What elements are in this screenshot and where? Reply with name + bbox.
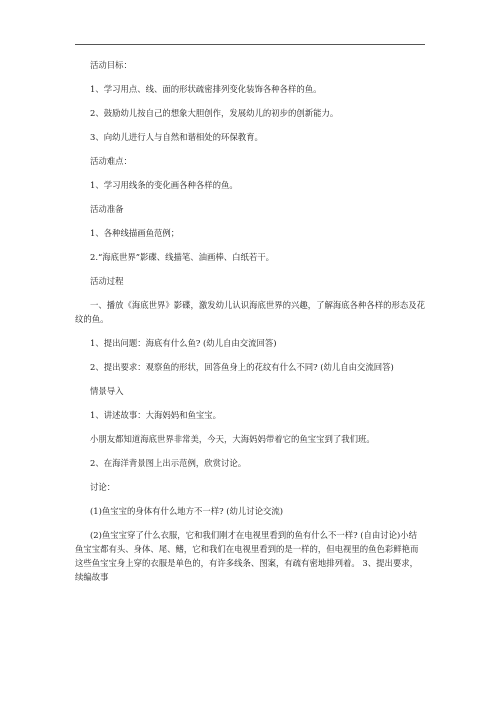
paragraph-question-1: 1、提出问题：海底有什么鱼? (幼儿自由交流回答)	[90, 338, 277, 348]
paragraph-difficulty-heading: 活动难点：	[90, 156, 132, 166]
paragraph-story-2: 2、在海洋背景图上出示范例，欣赏讨论。	[90, 458, 247, 468]
paragraph-goal-1: 1、学习用点、线、面的形状疏密排列变化装饰各种各样的鱼。	[90, 84, 322, 94]
paragraph-discussion-2: (2)鱼宝宝穿了什么衣服，它和我们刚才在电视里看到的鱼有什么不一样? (自由讨论)小结 鱼宝宝都有头、身体、尾、鳍，它和我们在电视里看到的是一样的，但电视里的鱼色彩鲜艳而这些鱼宝宝身上穿的衣服是单色的，有许多线条、图案，有疏有密地排列着。 3、提出要求，续编故事	[75, 530, 419, 582]
paragraph-question-2: 2、提出要求：观察鱼的形状，回答鱼身上的花纹有什么不同? (幼儿自由交流回答)	[90, 362, 394, 372]
paragraph-preparation-1: 1、各种线描画鱼范例；	[90, 228, 180, 238]
paragraph-discussion-heading: 讨论：	[90, 482, 116, 492]
paragraph-preparation-heading: 活动准备	[90, 204, 124, 214]
paragraph-goals-heading: 活动目标：	[90, 60, 132, 70]
paragraph-difficulty-1: 1、学习用线条的变化画各种各样的鱼。	[90, 180, 238, 190]
paragraph-story-1: 1、讲述故事：大海妈妈和鱼宝宝。	[90, 410, 221, 420]
paragraph-process-heading: 活动过程	[90, 276, 124, 286]
paragraph-story-text: 小朋友都知道海底世界非常美，今天，大海妈妈带着它的鱼宝宝到了我们班。	[90, 434, 375, 444]
header-rule	[75, 44, 425, 45]
paragraph-discussion-1: (1)鱼宝宝的身体有什么地方不一样? (幼儿讨论交流)	[90, 506, 284, 516]
paragraph-goal-2: 2、鼓励幼儿按自己的想象大胆创作，发展幼儿的初步的创新能力。	[90, 108, 339, 118]
paragraph-process-intro: 一、播放《海底世界》影碟，激发幼儿认识海底世界的兴趣，了解海底各种各样的形态及花纹的鱼。	[75, 300, 425, 324]
paragraph-goal-3: 3、向幼儿进行人与自然和谐相处的环保教育。	[90, 132, 263, 142]
document-body	[75, 58, 425, 594]
paragraph-preparation-2: 2.“海底世界”影碟、线描笔、油画棒、白纸若干。	[90, 252, 275, 262]
paragraph-scene-heading: 情景导入	[90, 386, 124, 396]
